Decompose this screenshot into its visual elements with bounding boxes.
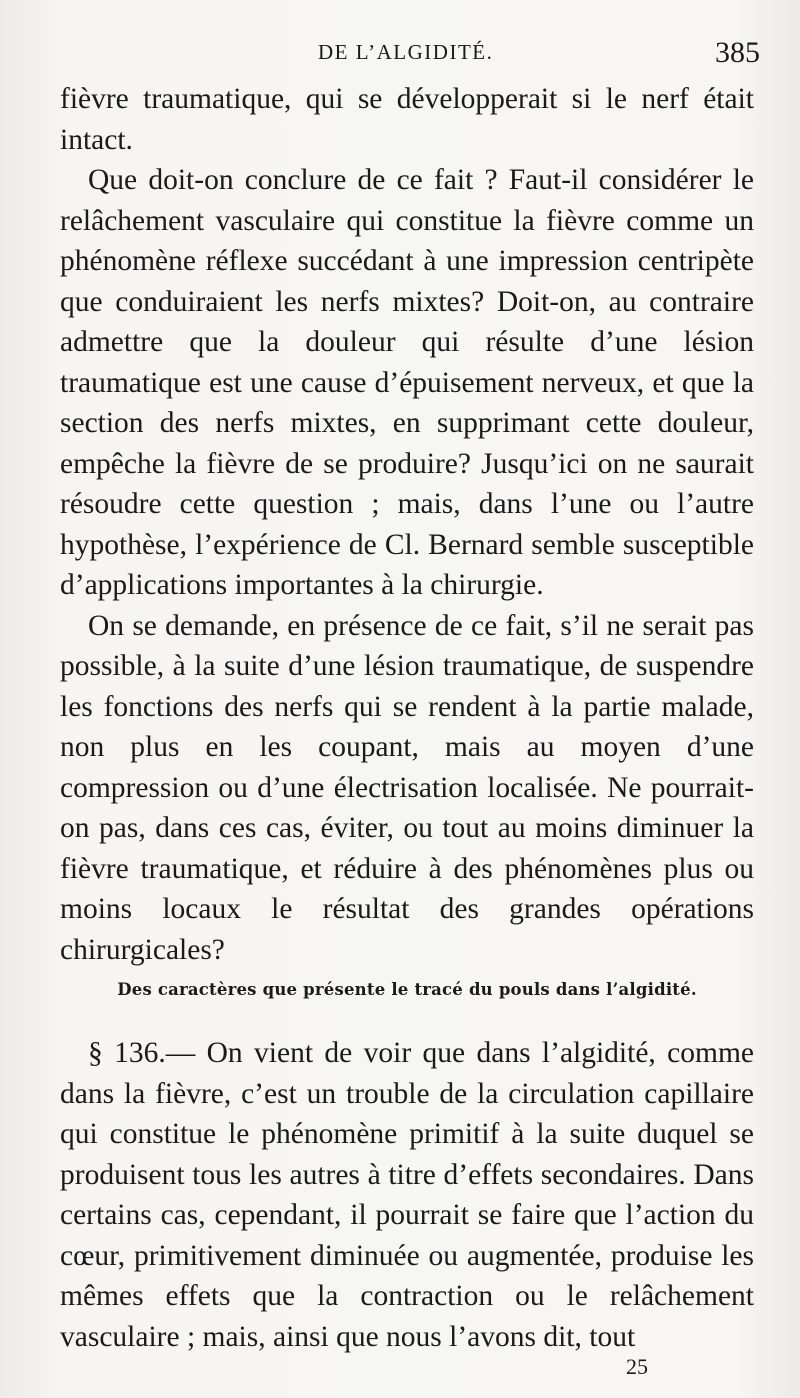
running-head: DE L’ALGIDITÉ. (318, 40, 494, 64)
paragraph: § 136.— On vient de voir que dans l’algidité, comme dans la fièvre, c’est un trouble de la circulation capillaire qui constitue le phénomène primitif à la suite duquel se produisent tous les autres à titre d’effets secondaires. Dans certains cas, cependant, il pourrait se faire que l’action du cœur, primitivement diminuée ou augmentée, produise les mêmes effets que la contraction ou le relâchement vasculaire ; mais, ainsi que nous l’avons dit, tout (60, 1037, 754, 1353)
paragraph-continued: fièvre traumatique, qui se développerait si le nerf était intact. (60, 83, 754, 156)
signature-mark: 25 (626, 1354, 648, 1379)
section-body (60, 1033, 754, 1357)
page-header (60, 36, 760, 76)
paragraph: Que doit-on conclure de ce fait ? Faut-il considérer le relâchement vasculaire qui constitue la fièvre comme un phénomène réflexe succédant à une impression centripète que conduiraient les nerfs mixtes? Doit-on, au contraire admettre que la douleur qui résulte d’une lésion traumatique est une cause d’épuisement nerveux, et que la section des nerfs mixtes, en supprimant cette douleur, empêche la fièvre de se produire? Jusqu’ici on ne saurait résoudre cette question ; mais, dans l’une ou l’autre hypothèse, l’expérience de Cl. Bernard semble susceptible d’applications importantes à la chirurgie. (60, 164, 754, 601)
section-heading: Des caractères que présente le tracé du pouls dans l’algidité. (117, 980, 697, 999)
paragraph: On se demande, en présence de ce fait, s’il ne serait pas possible, à la suite d’une lésion traumatique, de suspendre les fonctions des nerfs qui se rendent à la partie malade, non plus en les coupant, mais au moyen d’une compression ou d’une électrisation localisée. Ne pourrait-on pas, dans ces cas, éviter, ou tout au moins diminuer la fièvre traumatique, et réduire à des phénomènes plus ou moins locaux le résultat des grandes opérations chirurgicales? (60, 609, 754, 966)
body-text (60, 79, 754, 970)
page-number: 385 (715, 36, 760, 69)
